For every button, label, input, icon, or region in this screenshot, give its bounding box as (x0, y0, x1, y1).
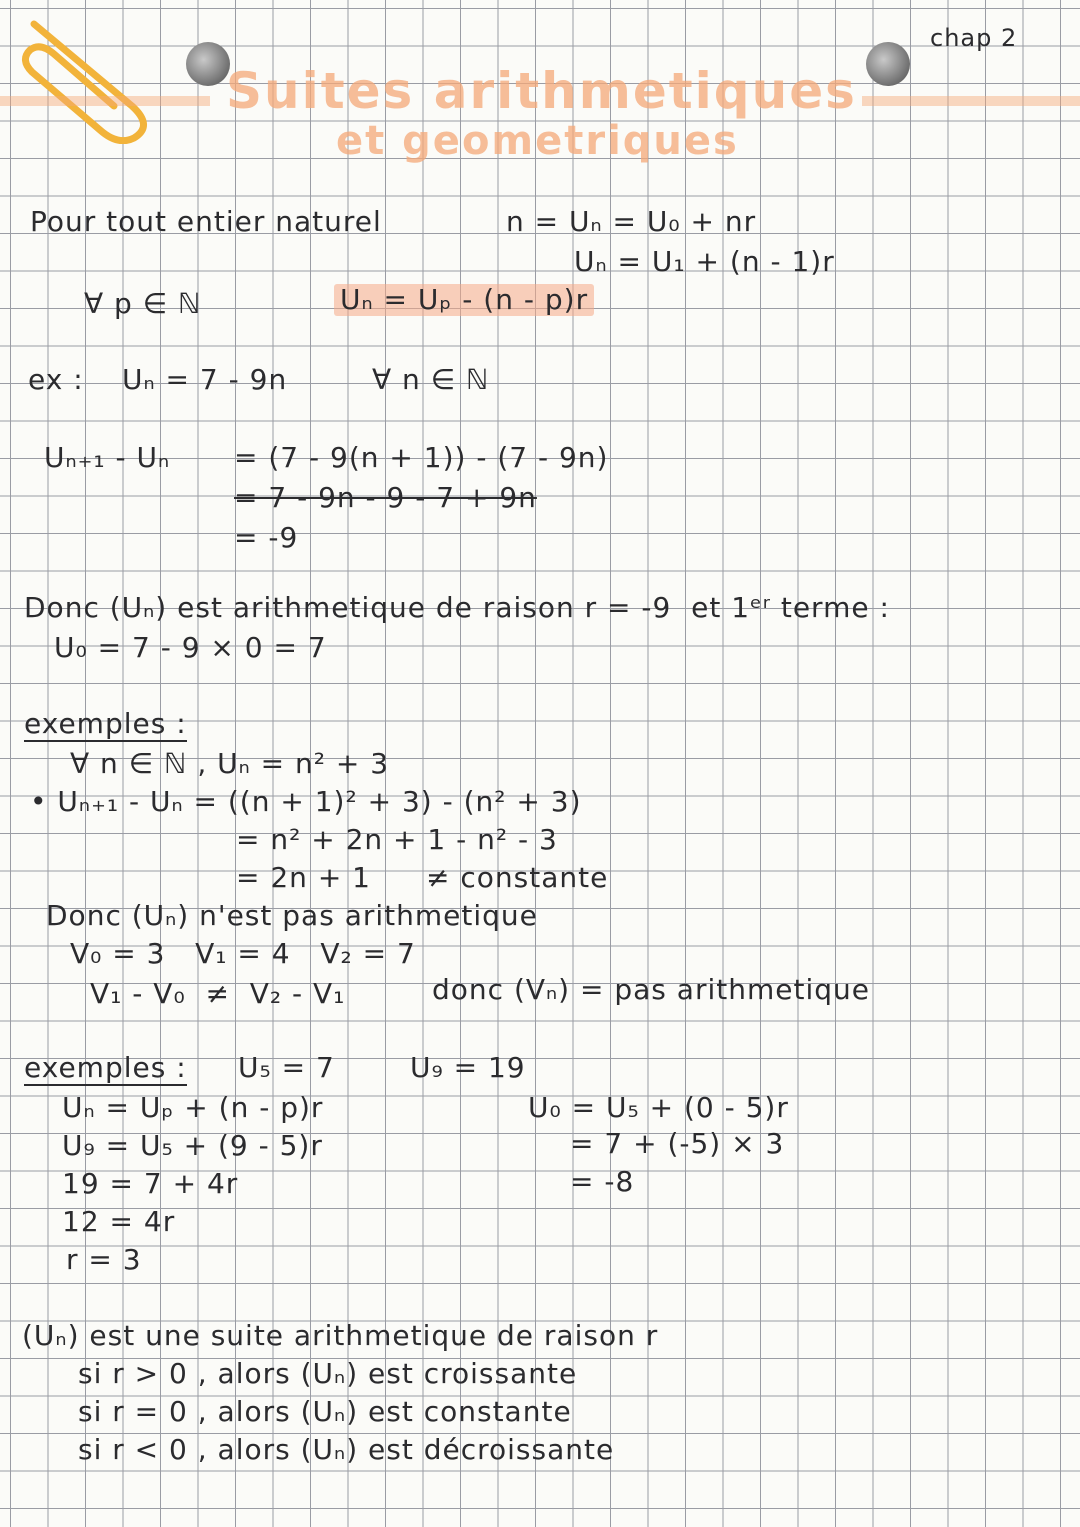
example3-line1: Uₙ = Uₚ + (n - p)r (62, 1091, 324, 1124)
example2-conclusion: Donc (Uₙ) n'est pas arithmetique (46, 899, 538, 932)
summary-intro: (Uₙ) est une suite arithmetique de raison r (22, 1319, 659, 1352)
example3-right1: U₀ = U₅ + (0 - 5)r (528, 1091, 789, 1124)
page-title: Suites arithmetiques (226, 62, 857, 120)
definition-formula-2: Uₙ = U₁ + (n - 1)r (574, 245, 835, 278)
definition-formula-highlight: Uₙ = Uₚ - (n - p)r (334, 284, 594, 316)
summary-case-negative: si r < 0 , alors (Uₙ) est décroissante (78, 1433, 615, 1466)
example3-line3: 19 = 7 + 4r (62, 1167, 239, 1200)
example1-step1-lhs: Uₙ₊₁ - Uₙ (44, 441, 171, 474)
example3-u5: U₅ = 7 (238, 1051, 335, 1084)
example3-line2: U₉ = U₅ + (9 - 5)r (62, 1129, 323, 1162)
example1-step1-rhs: = (7 - 9(n + 1)) - (7 - 9n) (234, 441, 609, 474)
example1-first-term: U₀ = 7 - 9 × 0 = 7 (54, 631, 327, 664)
example3-right2: = 7 + (-5) × 3 (570, 1127, 785, 1160)
example2-step3: = 2n + 1 (236, 861, 371, 894)
example2-step1: • Uₙ₊₁ - Uₙ = ((n + 1)² + 3) - (n² + 3) (30, 785, 582, 818)
definition-text: Pour tout entier naturel (30, 205, 382, 238)
example2-compare-conclusion: donc (Vₙ) = pas arithmetique (432, 973, 870, 1006)
example2-step2: = n² + 2n + 1 - n² - 3 (236, 823, 558, 856)
example3-right3: = -8 (570, 1165, 635, 1198)
title-underline-right (862, 96, 1080, 106)
example3-line4: 12 = 4r (62, 1205, 176, 1238)
definition-quantifier: ∀ p ∈ ℕ (84, 287, 202, 320)
paperclip-icon (14, 14, 164, 144)
example2-label: exemples : (24, 707, 187, 740)
example1-step2: = 7 - 9n - 9 - 7 + 9n (234, 481, 537, 514)
example2-values: V₀ = 3 V₁ = 4 V₂ = 7 (70, 937, 416, 970)
page-subtitle: et geometriques (336, 118, 739, 164)
example2-compare: V₁ - V₀ ≠ V₂ - V₁ (90, 977, 346, 1010)
example-label: ex : (28, 363, 84, 396)
example2-step3-note: ≠ constante (426, 861, 609, 894)
example3-u9: U₉ = 19 (410, 1051, 526, 1084)
definition-formula-1: n = Uₙ = U₀ + nr (506, 205, 757, 238)
example1-step3: = -9 (234, 521, 299, 554)
example1-quantifier: ∀ n ∈ ℕ (372, 363, 490, 396)
summary-case-zero: si r = 0 , alors (Uₙ) est constante (78, 1395, 572, 1428)
binder-hole-left-icon (186, 42, 230, 86)
example1-conclusion: Donc (Uₙ) est arithmetique de raison r = -9 et 1ᵉʳ terme : (24, 591, 890, 624)
title-underline-left (0, 96, 210, 106)
summary-case-positive: si r > 0 , alors (Uₙ) est croissante (78, 1357, 578, 1390)
example3-line5: r = 3 (66, 1243, 142, 1276)
example3-label: exemples : (24, 1051, 187, 1084)
binder-hole-right-icon (866, 42, 910, 86)
example1-definition: Uₙ = 7 - 9n (122, 363, 288, 396)
chapter-label: chap 2 (930, 24, 1018, 52)
example2-definition: ∀ n ∈ ℕ , Uₙ = n² + 3 (70, 747, 390, 780)
